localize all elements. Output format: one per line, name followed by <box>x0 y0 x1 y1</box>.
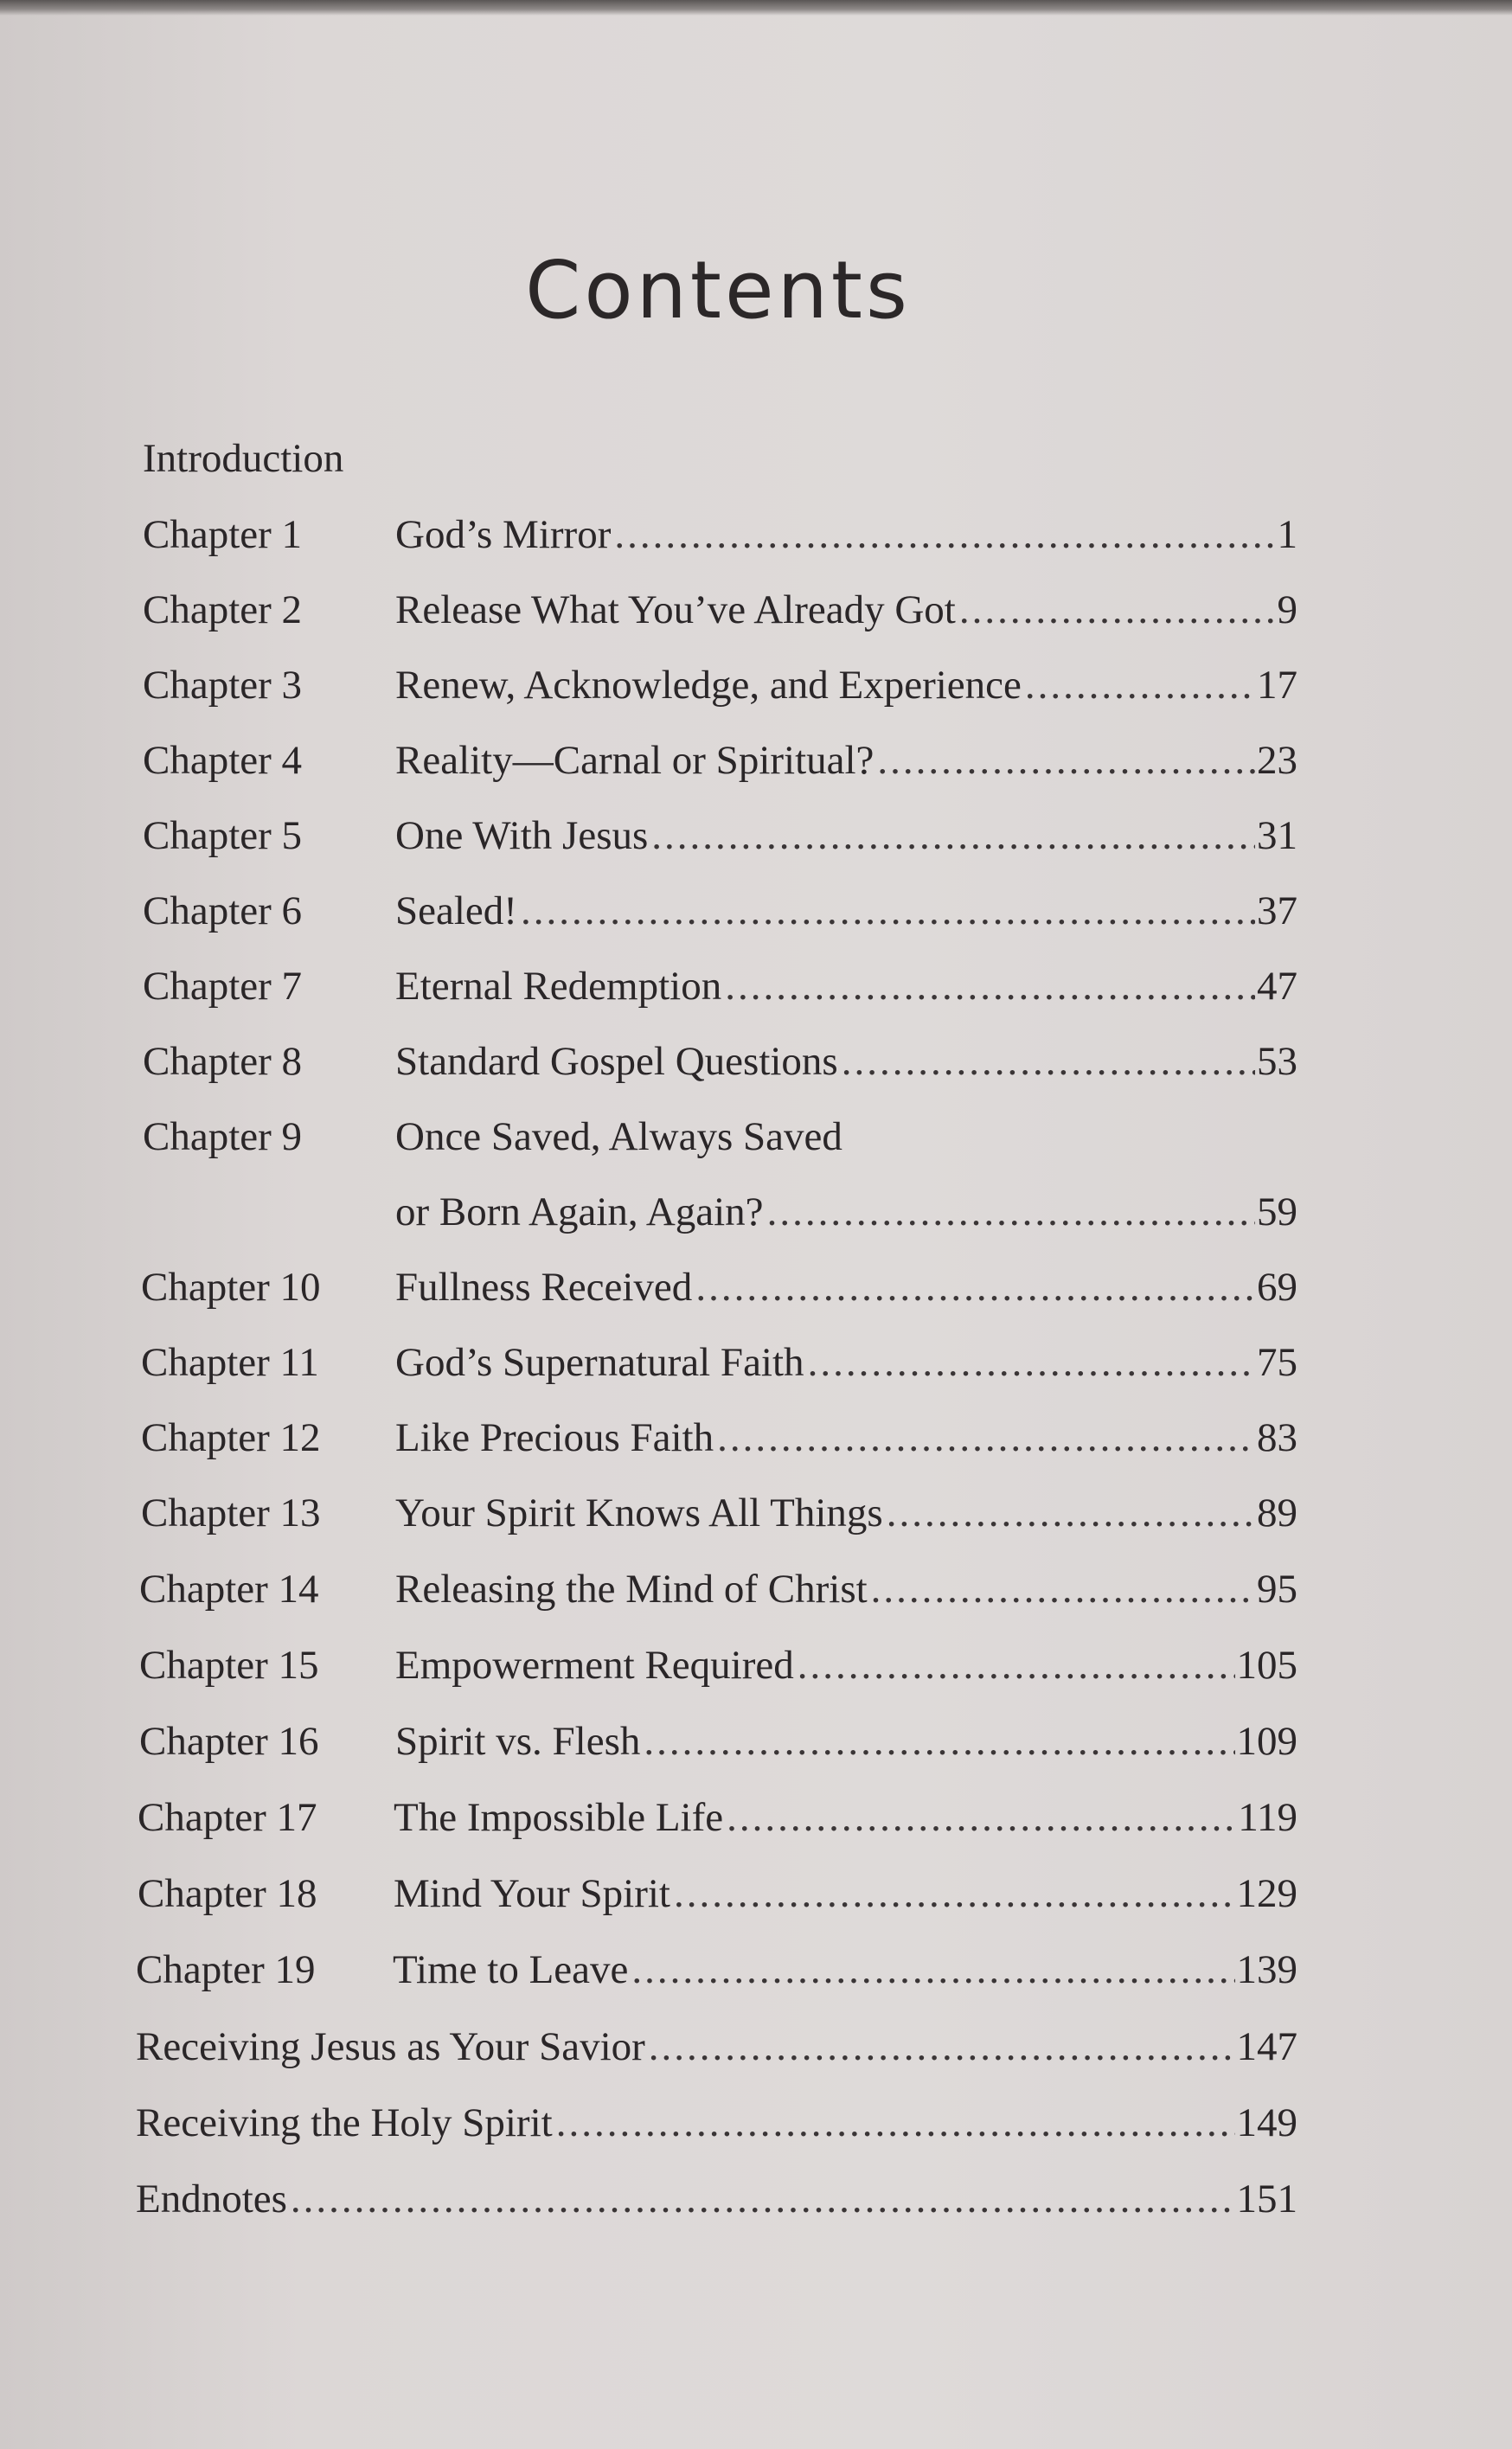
dot-leader <box>727 1783 1236 1852</box>
chapter-label: Chapter 15 <box>139 1643 319 1688</box>
chapter-title: Releasing the Mind of Christ <box>395 1567 868 1612</box>
dot-leader <box>842 1027 1255 1096</box>
dot-leader <box>556 2088 1235 2157</box>
dot-leader <box>717 1403 1255 1472</box>
chapter-title: God’s Supernatural Faith <box>395 1340 804 1385</box>
chapter-entry <box>395 726 1297 795</box>
toc-row-chapter-1 <box>143 500 1297 569</box>
chapter-label: Chapter 16 <box>139 1719 319 1764</box>
page-number: 17 <box>1257 663 1297 708</box>
toc-row-chapter-6 <box>143 876 1297 946</box>
chapter-label: Chapter 13 <box>141 1491 321 1535</box>
toc-row-chapter-12 <box>141 1403 1297 1472</box>
dot-leader <box>877 726 1255 795</box>
chapter-title: Sealed! <box>395 888 517 933</box>
page-number: 59 <box>1257 1189 1297 1234</box>
chapter-title: Mind Your Spirit <box>394 1871 670 1916</box>
toc-row-chapter-16 <box>139 1707 1297 1776</box>
toc-row-chapter-11 <box>141 1328 1297 1397</box>
chapter-entry <box>395 1403 1297 1472</box>
dot-leader <box>1025 651 1255 720</box>
page-number: 31 <box>1257 813 1297 858</box>
toc-row-chapter-13 <box>141 1478 1297 1548</box>
chapter-entry <box>395 1253 1297 1322</box>
page-number: 89 <box>1257 1491 1297 1535</box>
chapter-title: Like Precious Faith <box>395 1415 714 1460</box>
chapter-title: Once Saved, Always Saved <box>395 1114 842 1159</box>
chapter-entry-line1 <box>395 1102 1297 1171</box>
dot-leader <box>725 952 1255 1021</box>
page-top-edge <box>0 0 1512 16</box>
dot-leader <box>644 1707 1234 1776</box>
dot-leader <box>649 2012 1235 2081</box>
chapter-title-line2: or Born Again, Again? <box>395 1189 764 1234</box>
dot-leader <box>798 1631 1235 1700</box>
back-matter-title: Endnotes <box>136 2177 287 2221</box>
page-number: 47 <box>1257 964 1297 1009</box>
page-number: 1 <box>1277 512 1297 557</box>
chapter-title: God’s Mirror <box>395 512 612 557</box>
chapter-entry <box>395 1707 1297 1776</box>
toc-intro-row <box>143 424 1297 493</box>
chapter-title: Fullness Received <box>395 1265 693 1310</box>
dot-leader <box>521 876 1255 946</box>
chapter-label: Chapter 2 <box>143 587 303 632</box>
toc-row-receiving-holy-spirit <box>136 2088 1297 2157</box>
chapter-entry <box>395 876 1297 946</box>
page-number: 109 <box>1236 1719 1297 1764</box>
chapter-label: Chapter 1 <box>143 512 303 557</box>
chapter-title: Standard Gospel Questions <box>395 1039 838 1084</box>
dot-leader <box>651 801 1255 870</box>
chapter-title: Renew, Acknowledge, and Experience <box>395 663 1022 708</box>
page-number: 151 <box>1236 2177 1297 2221</box>
toc-row-chapter-2 <box>143 575 1297 644</box>
dot-leader <box>674 1859 1235 1928</box>
page-number: 23 <box>1257 738 1297 783</box>
back-matter-title: Receiving the Holy Spirit <box>136 2100 553 2145</box>
dot-leader <box>695 1253 1255 1322</box>
chapter-title: One With Jesus <box>395 813 649 858</box>
chapter-entry <box>394 1859 1297 1928</box>
toc-row-chapter-15 <box>139 1631 1297 1700</box>
toc-row-receiving-jesus <box>136 2012 1297 2081</box>
toc-row-chapter-4 <box>143 726 1297 795</box>
dot-leader <box>887 1478 1255 1548</box>
page-number: 83 <box>1257 1415 1297 1460</box>
back-matter-entry <box>136 2164 1297 2234</box>
dot-leader <box>767 1177 1255 1247</box>
page-number: 95 <box>1257 1567 1297 1612</box>
chapter-entry <box>395 1555 1297 1624</box>
chapter-label: Chapter 11 <box>141 1340 319 1385</box>
page-number: 149 <box>1236 2100 1297 2145</box>
dot-leader <box>614 500 1275 569</box>
chapter-label: Chapter 8 <box>143 1039 303 1084</box>
toc-intro-label: Introduction <box>143 436 344 481</box>
chapter-label: Chapter 19 <box>136 1947 316 1992</box>
chapter-label: Chapter 10 <box>141 1265 321 1310</box>
page-number: 139 <box>1236 1947 1297 1992</box>
page-number: 119 <box>1238 1795 1297 1840</box>
toc-row-chapter-17 <box>138 1783 1297 1852</box>
page-number: 53 <box>1257 1039 1297 1084</box>
dot-leader <box>291 2164 1235 2234</box>
back-matter-entry <box>136 2088 1297 2157</box>
page-number: 37 <box>1257 888 1297 933</box>
toc-row-chapter-8 <box>143 1027 1297 1096</box>
chapter-entry <box>393 1935 1297 2004</box>
page-number: 147 <box>1236 2024 1297 2069</box>
chapter-label: Chapter 4 <box>143 738 303 783</box>
chapter-title: Time to Leave <box>393 1947 629 1992</box>
dot-leader <box>631 1935 1234 2004</box>
chapter-title: Reality—Carnal or Spiritual? <box>395 738 875 783</box>
toc-row-chapter-18 <box>138 1859 1297 1928</box>
chapter-title: Empowerment Required <box>395 1643 794 1688</box>
chapter-entry <box>395 1478 1297 1548</box>
chapter-label: Chapter 17 <box>138 1795 317 1840</box>
page-number: 69 <box>1257 1265 1297 1310</box>
chapter-label: Chapter 3 <box>143 663 303 708</box>
chapter-label: Chapter 12 <box>141 1415 321 1460</box>
toc-row-chapter-9 <box>143 1102 1297 1171</box>
chapter-label: Chapter 9 <box>143 1114 303 1159</box>
chapter-title: Eternal Redemption <box>395 964 722 1009</box>
chapter-label: Chapter 6 <box>143 888 303 933</box>
chapter-entry <box>395 801 1297 870</box>
page-number: 129 <box>1236 1871 1297 1916</box>
page-title: Contents <box>525 244 911 337</box>
chapter-title: Release What You’ve Already Got <box>395 587 956 632</box>
toc-row-chapter-3 <box>143 651 1297 720</box>
page-number: 105 <box>1236 1643 1297 1688</box>
chapter-label: Chapter 5 <box>143 813 303 858</box>
chapter-title: Spirit vs. Flesh <box>395 1719 641 1764</box>
chapter-label: Chapter 7 <box>143 964 303 1009</box>
toc-row-chapter-9-cont <box>143 1177 1297 1247</box>
chapter-entry <box>395 1328 1297 1397</box>
toc-row-endnotes <box>136 2164 1297 2234</box>
back-matter-entry <box>136 2012 1297 2081</box>
chapter-entry <box>395 952 1297 1021</box>
page-number: 9 <box>1277 587 1297 632</box>
page-number: 75 <box>1257 1340 1297 1385</box>
chapter-entry <box>395 500 1297 569</box>
toc-row-chapter-19 <box>136 1935 1297 2004</box>
toc-row-chapter-14 <box>139 1555 1297 1624</box>
toc-row-chapter-10 <box>141 1253 1297 1322</box>
chapter-title: Your Spirit Knows All Things <box>395 1491 883 1535</box>
chapter-entry <box>395 575 1297 644</box>
chapter-entry <box>395 651 1297 720</box>
toc-row-chapter-7 <box>143 952 1297 1021</box>
dot-leader <box>871 1555 1255 1624</box>
chapter-entry <box>395 1631 1297 1700</box>
chapter-entry-line2 <box>395 1177 1297 1247</box>
chapter-entry <box>395 1027 1297 1096</box>
chapter-label: Chapter 14 <box>139 1567 319 1612</box>
back-matter-title: Receiving Jesus as Your Savior <box>136 2024 645 2069</box>
toc-row-chapter-5 <box>143 801 1297 870</box>
chapter-label: Chapter 18 <box>138 1871 317 1916</box>
chapter-entry <box>394 1783 1297 1852</box>
dot-leader <box>808 1328 1255 1397</box>
chapter-title: The Impossible Life <box>394 1795 724 1840</box>
dot-leader <box>959 575 1276 644</box>
